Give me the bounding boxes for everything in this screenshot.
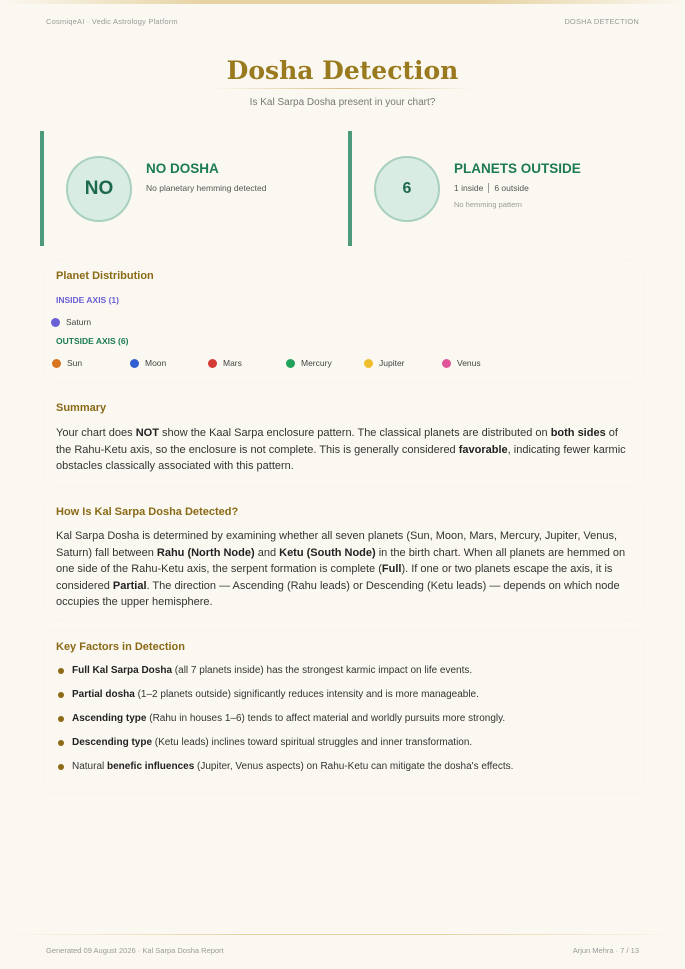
client-name: Arjun Mehra <box>572 946 614 955</box>
page-title: Dosha Detection <box>226 56 459 85</box>
footer-separator: · <box>615 946 619 955</box>
page-header <box>46 17 639 26</box>
report-name: Kal Sarpa Dosha Report <box>142 946 224 955</box>
bullet-icon <box>58 716 64 722</box>
footer-separator: · <box>137 946 141 955</box>
bullet-icon <box>58 668 64 674</box>
header-brand-line <box>46 17 178 26</box>
summary-heading: Summary <box>56 402 107 414</box>
footer-left <box>46 946 224 955</box>
dosha-status-desc: No planetary hemming detected <box>146 183 267 193</box>
planet-name: Mercury <box>301 358 332 368</box>
factor-item: Descending type (Ketu leads) inclines toward spiritual struggles and inner transformation. <box>58 737 472 748</box>
planet-dot-icon <box>130 359 139 368</box>
planet-item-sun <box>52 358 82 368</box>
planets-count-row <box>454 183 529 193</box>
planet-name: Mars <box>223 358 242 368</box>
planet-name: Venus <box>457 358 481 368</box>
brand-name: CosmiqeAI <box>46 17 85 26</box>
inside-axis-label: INSIDE AXIS (1) <box>56 295 119 305</box>
planets-outside-circle: 6 <box>374 156 440 222</box>
summary-text: Your chart does NOT show the Kaal Sarpa enclosure pattern. The classical planets are distributed on both sides of the Rahu-Ketu axis, so the enclosure is not complete. This is generally considered favorable, indicating fewer karmic obstacles classically associated with this pattern. <box>56 427 626 472</box>
detection-method-heading: How Is Kal Sarpa Dosha Detected? <box>56 506 239 518</box>
page-subtitle: Is Kal Sarpa Dosha present in your chart? <box>249 97 436 108</box>
planet-item-mars <box>208 358 242 368</box>
planet-item-saturn <box>51 317 91 327</box>
bullet-icon <box>58 740 64 746</box>
planets-outside-card <box>348 131 638 246</box>
planet-dot-icon <box>208 359 217 368</box>
detection-method-card <box>46 497 642 619</box>
factor-item: Ascending type (Rahu in houses 1–6) tends to affect material and worldly pursuits more strongly. <box>58 713 505 724</box>
distribution-heading: Planet Distribution <box>56 270 154 282</box>
planet-dot-icon <box>52 359 61 368</box>
planet-dot-icon <box>51 318 60 327</box>
planet-name: Sun <box>67 358 83 368</box>
key-factors-card <box>46 632 642 792</box>
planet-item-mercury <box>286 358 332 368</box>
header-separator: · <box>86 17 90 26</box>
key-factors-heading: Key Factors in Detection <box>56 641 185 653</box>
bullet-icon <box>58 764 64 770</box>
planet-name: Saturn <box>66 317 92 327</box>
footer-right <box>573 946 639 955</box>
summary-card <box>46 393 642 485</box>
dosha-status-title: NO DOSHA <box>146 161 219 176</box>
section-label: DOSHA DETECTION <box>564 17 639 26</box>
planet-distribution-card <box>46 261 642 381</box>
dosha-status-card <box>40 131 330 246</box>
count-divider <box>488 183 489 193</box>
factor-item: Partial dosha (1–2 planets outside) significantly reduces intensity and is more manageable. <box>58 689 479 700</box>
factor-item: Full Kal Sarpa Dosha (all 7 planets inside) has the strongest karmic impact on life events. <box>58 665 472 676</box>
top-decorative-line <box>0 0 685 4</box>
planet-name: Moon <box>145 358 167 368</box>
dosha-status-circle: NO <box>66 156 132 222</box>
inside-count: 1 inside <box>454 183 484 193</box>
planet-dot-icon <box>286 359 295 368</box>
planet-name: Jupiter <box>379 358 405 368</box>
outside-count: 6 outside <box>494 183 529 193</box>
planet-item-jupiter <box>364 358 405 368</box>
hemming-note: No hemming pattern <box>454 200 522 209</box>
page-footer <box>46 946 639 955</box>
factor-item: Natural benefic influences (Jupiter, Venus aspects) on Rahu-Ketu can mitigate the dosha's effects. <box>58 761 513 772</box>
title-underline <box>210 88 475 89</box>
outside-axis-label: OUTSIDE AXIS (6) <box>56 336 129 346</box>
detection-method-text: Kal Sarpa Dosha is determined by examining whether all seven planets (Sun, Moon, Mars, Mercury, Jupiter, Venus, Saturn) fall between Rahu (North Node) and Ketu (South Node) in the birth chart. When all planets are hemmed on one side of the Rahu-Ketu axis, the serpent formation is complete (Full). If one or two planets escape the axis, it is considered Partial. The direction — Ascending (Rahu leads) or Descending (Ketu leads) — depends on which node occupies the upper hemisphere. <box>56 530 626 608</box>
planet-dot-icon <box>364 359 373 368</box>
generated-date: Generated 09 August 2026 <box>46 946 136 955</box>
planet-item-venus <box>442 358 481 368</box>
planet-item-moon <box>130 358 166 368</box>
planets-outside-title: PLANETS OUTSIDE <box>454 161 581 176</box>
platform-name: Vedic Astrology Platform <box>91 17 178 26</box>
bullet-icon <box>58 692 64 698</box>
page-number: 7 / 13 <box>620 946 639 955</box>
planet-dot-icon <box>442 359 451 368</box>
footer-decorative-line <box>0 934 685 935</box>
